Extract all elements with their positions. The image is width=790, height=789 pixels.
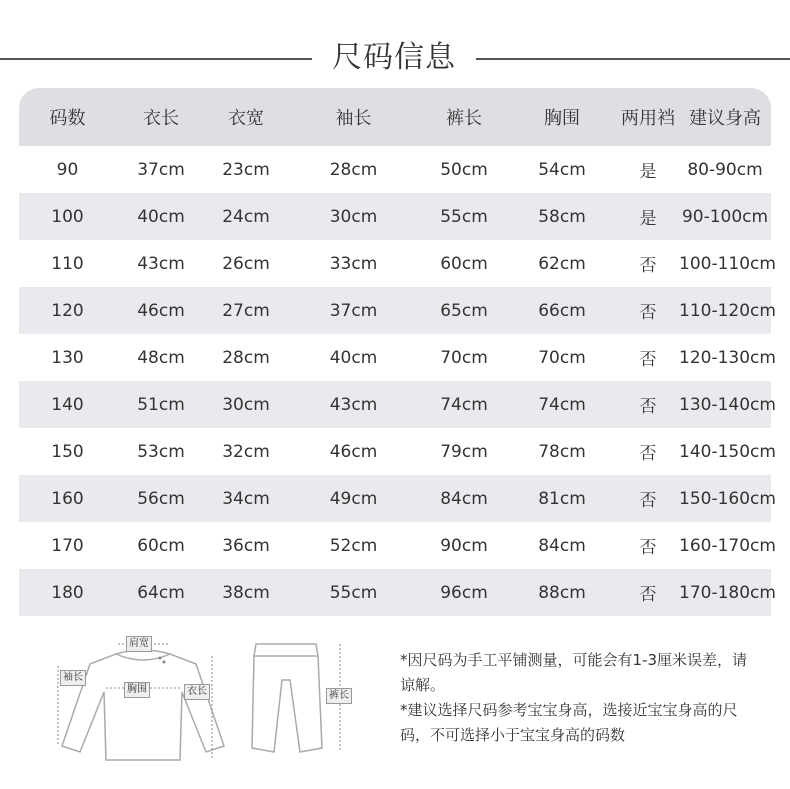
size-notes bbox=[400, 648, 750, 748]
table-cell: 65cm bbox=[440, 300, 488, 321]
table-cell: 70cm bbox=[538, 347, 586, 368]
page-title: 尺码信息 bbox=[332, 40, 456, 75]
table-cell: 58cm bbox=[538, 206, 586, 227]
table-cell: 130-140cm bbox=[679, 394, 776, 415]
table-cell: 53cm bbox=[137, 441, 185, 462]
title-divider-right bbox=[476, 58, 790, 60]
table-row bbox=[19, 522, 776, 569]
table-cell: 40cm bbox=[137, 206, 185, 227]
column-header: 裤长 bbox=[446, 108, 482, 129]
table-cell: 170-180cm bbox=[679, 582, 776, 603]
size-table-header bbox=[19, 88, 771, 146]
shirt-diagram bbox=[56, 636, 230, 764]
sleeve-label: 袖长 bbox=[60, 670, 86, 686]
table-cell: 100 bbox=[51, 206, 84, 227]
table-cell: 52cm bbox=[329, 535, 378, 556]
table-row bbox=[19, 193, 771, 240]
table-row bbox=[19, 381, 776, 428]
table-row bbox=[19, 146, 771, 193]
column-header: 衣长 bbox=[143, 108, 179, 129]
table-cell: 36cm bbox=[222, 535, 270, 556]
table-cell: 28cm bbox=[329, 159, 378, 180]
table-cell: 28cm bbox=[222, 347, 270, 368]
table-cell: 88cm bbox=[538, 582, 586, 603]
table-cell: 55cm bbox=[440, 206, 488, 227]
table-cell: 120 bbox=[51, 300, 84, 321]
table-cell: 64cm bbox=[137, 582, 185, 603]
table-cell: 170 bbox=[51, 535, 84, 556]
table-cell: 84cm bbox=[538, 535, 586, 556]
table-cell: 120-130cm bbox=[679, 347, 776, 368]
table-cell: 27cm bbox=[222, 300, 270, 321]
table-cell: 74cm bbox=[440, 394, 488, 415]
column-header: 建议身高 bbox=[689, 108, 761, 129]
pants-length-label: 裤长 bbox=[326, 688, 352, 704]
note-measurement: *因尺码为手工平铺测量，可能会有1-3厘米误差，请谅解。 bbox=[400, 651, 748, 694]
table-cell: 84cm bbox=[440, 488, 488, 509]
table-cell: 否 bbox=[639, 538, 657, 558]
size-table-body bbox=[19, 146, 776, 616]
table-cell: 60cm bbox=[137, 535, 185, 556]
table-cell: 140 bbox=[51, 394, 84, 415]
title-divider-left bbox=[0, 58, 312, 60]
column-header: 两用裆 bbox=[621, 108, 675, 129]
length-label: 衣长 bbox=[184, 684, 210, 700]
table-cell: 50cm bbox=[440, 159, 488, 180]
table-cell: 否 bbox=[639, 397, 657, 417]
table-cell: 150 bbox=[51, 441, 84, 462]
table-cell: 160-170cm bbox=[679, 535, 776, 556]
title-bar bbox=[0, 38, 790, 78]
table-cell: 60cm bbox=[440, 253, 488, 274]
table-cell: 78cm bbox=[538, 441, 586, 462]
table-cell: 23cm bbox=[222, 159, 270, 180]
table-cell: 是 bbox=[639, 209, 657, 229]
table-cell: 150-160cm bbox=[679, 488, 776, 509]
table-cell: 否 bbox=[639, 350, 657, 370]
table-cell: 否 bbox=[639, 491, 657, 511]
table-cell: 51cm bbox=[137, 394, 185, 415]
table-cell: 80-90cm bbox=[687, 159, 763, 180]
shirt-outline-icon bbox=[56, 636, 230, 764]
table-row bbox=[19, 428, 776, 475]
column-header: 码数 bbox=[49, 108, 86, 129]
size-table bbox=[19, 88, 776, 616]
table-cell: 37cm bbox=[329, 300, 378, 321]
table-cell: 90-100cm bbox=[681, 206, 769, 227]
table-cell: 55cm bbox=[329, 582, 378, 603]
table-cell: 160 bbox=[51, 488, 84, 509]
table-cell: 81cm bbox=[538, 488, 586, 509]
table-cell: 140-150cm bbox=[679, 441, 776, 462]
table-cell: 33cm bbox=[329, 253, 378, 274]
pants-diagram bbox=[244, 640, 362, 758]
table-row bbox=[19, 287, 776, 334]
table-row bbox=[19, 240, 776, 287]
column-header: 袖长 bbox=[335, 108, 372, 129]
table-cell: 110 bbox=[51, 253, 84, 274]
table-row bbox=[19, 475, 776, 522]
table-cell: 34cm bbox=[222, 488, 270, 509]
table-cell: 49cm bbox=[329, 488, 378, 509]
table-cell: 43cm bbox=[329, 394, 378, 415]
table-cell: 90cm bbox=[440, 535, 488, 556]
table-cell: 100-110cm bbox=[679, 253, 776, 274]
table-cell: 43cm bbox=[137, 253, 185, 274]
table-cell: 110-120cm bbox=[679, 300, 776, 321]
table-row bbox=[19, 569, 776, 616]
table-cell: 37cm bbox=[137, 159, 185, 180]
table-cell: 70cm bbox=[440, 347, 488, 368]
table-cell: 56cm bbox=[137, 488, 185, 509]
table-cell: 26cm bbox=[222, 253, 270, 274]
table-cell: 54cm bbox=[538, 159, 586, 180]
table-cell: 79cm bbox=[440, 441, 488, 462]
table-cell: 62cm bbox=[538, 253, 586, 274]
table-cell: 74cm bbox=[538, 394, 586, 415]
shoulder-label: 肩宽 bbox=[126, 636, 152, 652]
table-cell: 96cm bbox=[440, 582, 488, 603]
table-cell: 130 bbox=[51, 347, 84, 368]
table-cell: 90 bbox=[56, 159, 79, 180]
chest-label: 胸围 bbox=[124, 682, 150, 698]
table-cell: 38cm bbox=[222, 582, 270, 603]
table-cell: 否 bbox=[639, 444, 657, 464]
table-cell: 46cm bbox=[329, 441, 378, 462]
table-row bbox=[19, 334, 776, 381]
table-cell: 180 bbox=[51, 582, 84, 603]
table-cell: 40cm bbox=[329, 347, 378, 368]
table-cell: 否 bbox=[639, 303, 657, 323]
table-cell: 是 bbox=[639, 162, 657, 182]
table-cell: 否 bbox=[639, 585, 657, 605]
column-header: 衣宽 bbox=[228, 108, 264, 129]
column-header: 胸围 bbox=[544, 108, 580, 129]
table-cell: 30cm bbox=[329, 206, 378, 227]
table-cell: 30cm bbox=[222, 394, 270, 415]
table-cell: 46cm bbox=[137, 300, 185, 321]
table-cell: 32cm bbox=[222, 441, 270, 462]
table-cell: 66cm bbox=[538, 300, 586, 321]
note-height-advice: *建议选择尺码参考宝宝身高，选接近宝宝身高的尺码，不可选择小于宝宝身高的码数 bbox=[400, 701, 738, 744]
table-cell: 24cm bbox=[222, 206, 270, 227]
table-cell: 48cm bbox=[137, 347, 185, 368]
table-cell: 否 bbox=[639, 256, 657, 276]
